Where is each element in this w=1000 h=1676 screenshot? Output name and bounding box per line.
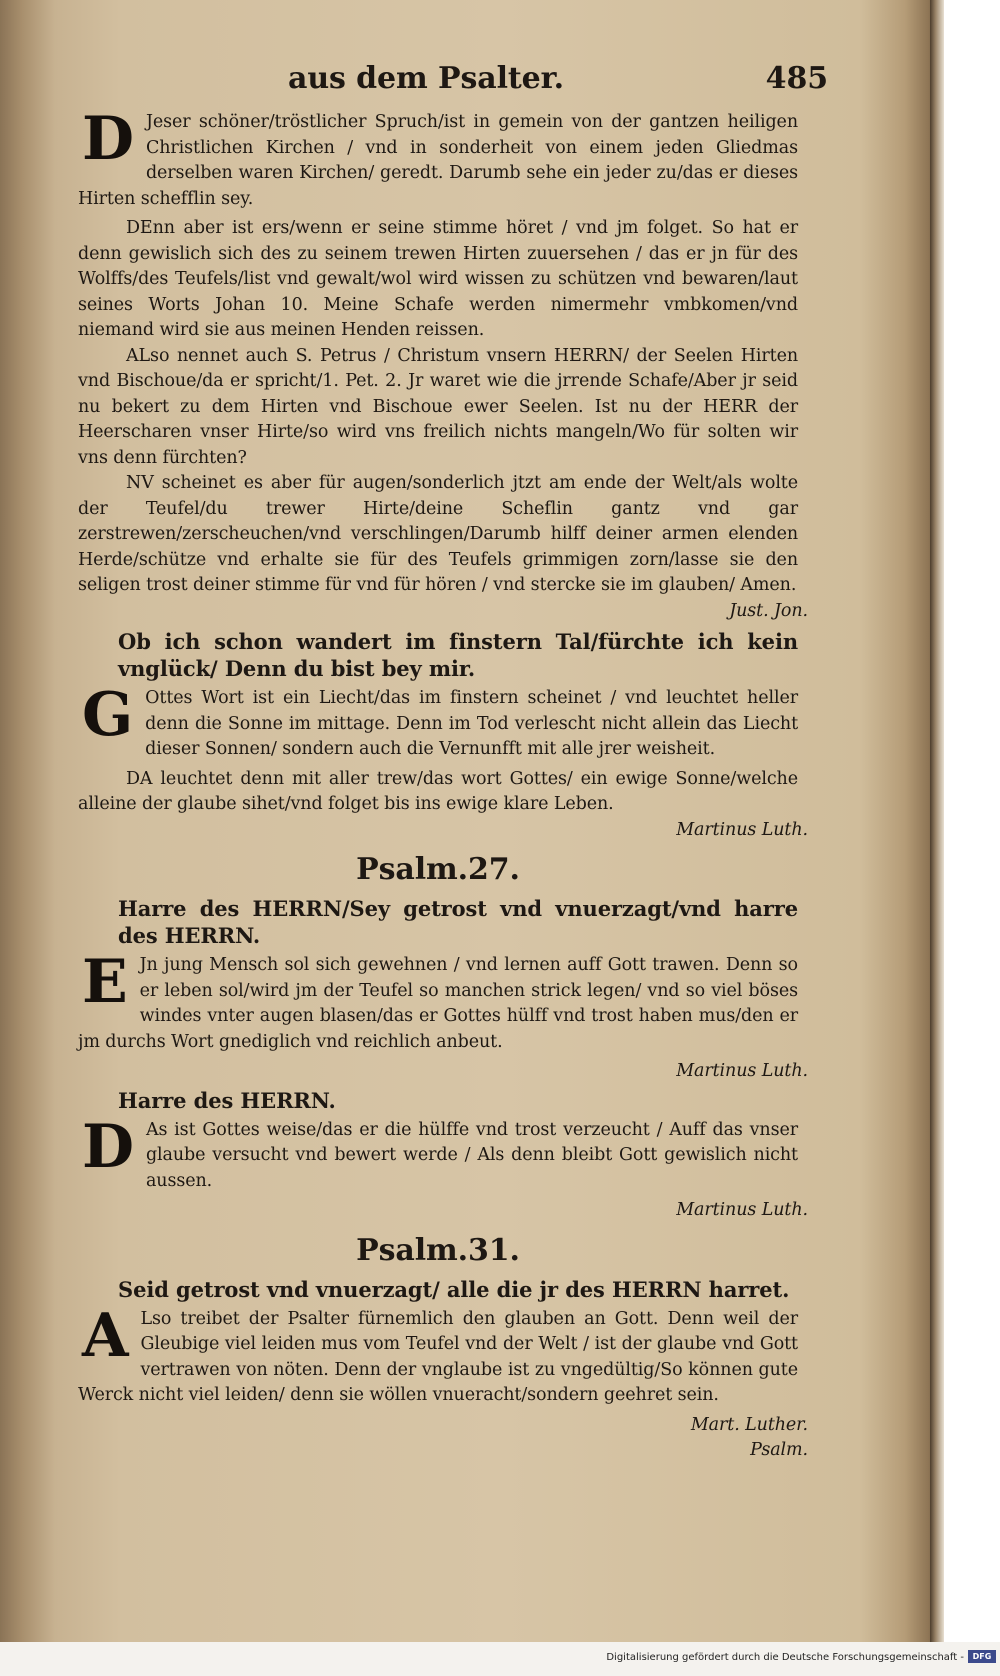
paragraph-text: Jeser schöner/tröstlicher Spruch/ist in gemein von der gantzen heiligen Christlichen Kirchen / vnd in sonderheit von einem jeden Gliedmas derselben waren Kirchen/ geredt. Darumb sehe ein jeder zu/das er dieses Hirten schefflin sey. [78, 112, 798, 209]
paragraph-1 [78, 104, 798, 212]
attribution: Martinus Luth. [676, 819, 808, 840]
page-number: 485 [765, 61, 828, 96]
paragraph-e [78, 947, 798, 1055]
verse: Harre des HERRN/Sey getrost vnd vnuerzagt/vnd harre des HERRN. [118, 896, 798, 948]
attribution: Martinus Luth. [676, 1200, 808, 1220]
paragraph-2: DEnn aber ist ers/wenn er seine stimme höret / vnd jm folget. So hat er denn gewislich sich des zu seinem trewen Hirten zuuersehen / das er jn für des Wolffs/des Teufels/list vnd gewalt/wol wird wissen zu schützen vnd bewaren/laut seines Worts Johan 10. Meine Schafe werden nimermehr vmbkomen/vnd niemand wird sie aus meinen Henden reissen. [78, 218, 798, 340]
page-text [78, 61, 828, 1464]
drop-cap: D [82, 1111, 134, 1182]
attribution: Mart. Luther. [690, 1414, 808, 1435]
paragraph-da: DA leuchtet denn mit aller trew/das wort Gottes/ ein ewige Sonne/welche alleine der glaube sihet/vnd folget bis ins ewige klare Leben. [78, 768, 798, 814]
paragraph-text: Jn jung Mensch sol sich gewehnen / vnd lernen auff Gott trawen. Denn so er leben sol/wird jm der Teufel so manchen strick legen/ vnd so viel böses windes vnter augen blasen/das er Gottes hülff vnd trost haben mus/den er jm durchs Wort gnediglich vnd reichlich anbeut. [78, 955, 798, 1052]
paragraph-text: As ist Gottes weise/das er die hülffe vnd trost verzeucht / Auff das vnser glaube versucht vnd bewert werde / Als denn bleibt Gott gewislich nicht aussen. [145, 1119, 798, 1191]
verse: Harre des HERRN. [118, 1087, 336, 1113]
paragraph-g [78, 680, 798, 763]
footer [0, 1648, 1000, 1668]
paragraph-4: NV scheinet es aber für augen/sonderlich jtzt am ende der Welt/als wolte der Teufel/du trewer Hirte/deine Scheflin gantz vnd gar zerstrewen/zerscheuchen/vnd verschlingen/Darumb hilff deiner armen elenden Herde/schütze vnd erhalte sie für des Teufels grimmigen zorn/lasse sie den seligen trost deiner stimme für vnd für hören / vnd stercke sie im glauben/ Amen. [78, 473, 798, 595]
attribution: Just. Jon. [729, 600, 808, 621]
drop-cap: D [82, 104, 134, 174]
attribution: Martinus Luth. [676, 1061, 808, 1081]
drop-cap: A [82, 1300, 129, 1371]
catchword: Psalm. [750, 1440, 808, 1460]
psalm-heading: Psalm.27. [356, 852, 520, 887]
digitization-credit: Digitalisierung gefördert durch die Deutsche Forschungsgemeinschaft - [606, 1652, 964, 1663]
verse: Seid getrost vnd vnuerzagt/ alle die jr des HERRN harret. [118, 1276, 790, 1302]
verse: Ob ich schon wandert im finstern Tal/fürchte ich kein vnglück/ Denn du bist bey mir. [118, 629, 798, 681]
book-page-edge [930, 0, 944, 1642]
paragraph-text: Lso treibet der Psalter fürnemlich den glauben an Gott. Denn weil der Gleubige viel leiden mus vom Teufel vnd der Welt / ist der glaube vnd Gott vertrawen von nöten. Denn der vnglaube ist zu vngedültig/So können gute Werck nicht viel leiden/ denn sie wöllen vnueracht/sondern geehret sein. [78, 1308, 798, 1405]
page-header [78, 61, 828, 110]
paragraph-a [78, 1300, 798, 1409]
drop-cap: G [82, 680, 134, 750]
running-head: aus dem Psalter. [288, 61, 564, 96]
paragraph-text: Ottes Wort ist ein Liecht/das im finstern scheinet / vnd leuchtet heller denn die Sonne im mittage. Denn im Tod verlescht nicht allein das Liecht dieser Sonnen/ sondern auch die Vernunfft mit alle jrer weisheit. [145, 688, 798, 759]
dfg-logo: DFG [968, 1650, 996, 1663]
psalm-heading: Psalm.31. [356, 1232, 520, 1268]
paragraph-d2 [78, 1111, 798, 1195]
paragraph-3: ALso nennet auch S. Petrus / Christum vnsern HERRN/ der Seelen Hirten vnd Bischoue/da er spricht/1. Pet. 2. Jr waret wie die jrrende Schafe/Aber jr seid nu bekert zu dem Hirten vnd Bischoue ewer Seelen. Ist nu der HERR der Heerscharen vnser Hirte/so wird vns freilich nichts mangeln/Wo für solten wir vns denn fürchten? [78, 345, 798, 468]
drop-cap: E [82, 947, 128, 1017]
